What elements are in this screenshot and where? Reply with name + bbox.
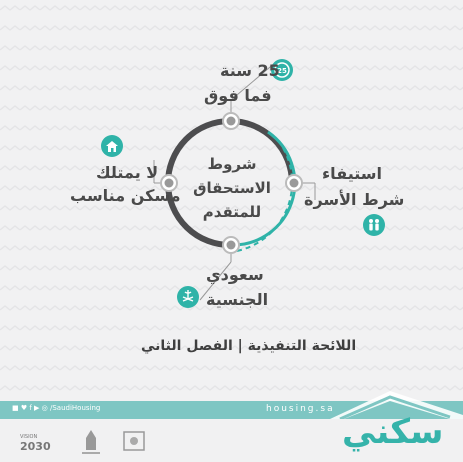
website-link[interactable]: housing.sa	[266, 404, 335, 414]
family-icon	[362, 213, 386, 237]
center-title-line1: شروط	[207, 155, 257, 173]
nationality-line2: الجنسية	[206, 290, 269, 309]
ministry-logo	[76, 428, 106, 458]
family-line2: شرط الأسرة	[304, 190, 405, 209]
social-icons: ■ ♥ f ▶ ◎	[12, 404, 50, 412]
svg-text:25: 25	[277, 67, 287, 75]
age-line1: 25 سنة	[220, 61, 280, 80]
social-handle[interactable]: ■ ♥ f ▶ ◎ /SaudiHousing	[12, 404, 101, 412]
center-title	[184, 152, 280, 224]
emblem-logo	[120, 428, 148, 458]
nationality-line1: سعودي	[206, 265, 264, 284]
node-family	[286, 175, 302, 191]
age-line2: فما فوق	[204, 86, 272, 105]
center-title-line3: للمتقدم	[202, 203, 262, 221]
vision-2030-logo	[18, 428, 58, 458]
center-title-line2: الاستحقاق	[193, 179, 271, 197]
house-icon	[100, 134, 124, 158]
housing-line2: مسكن مناسب	[70, 186, 181, 205]
housing-line1: لا يمتلك	[96, 163, 159, 182]
node-age	[223, 113, 239, 129]
family-line1: استيفاء	[322, 164, 382, 183]
svg-text:2030: 2030	[20, 440, 51, 453]
svg-text:VISION: VISION	[20, 434, 38, 440]
partner-logos	[18, 428, 148, 458]
saudi-emblem-icon	[176, 285, 200, 309]
brand-logo-text: سكني	[342, 412, 444, 452]
subtitle: اللائحة التنفيذية | الفصل الثاني	[141, 338, 357, 354]
node-nationality	[223, 237, 239, 253]
